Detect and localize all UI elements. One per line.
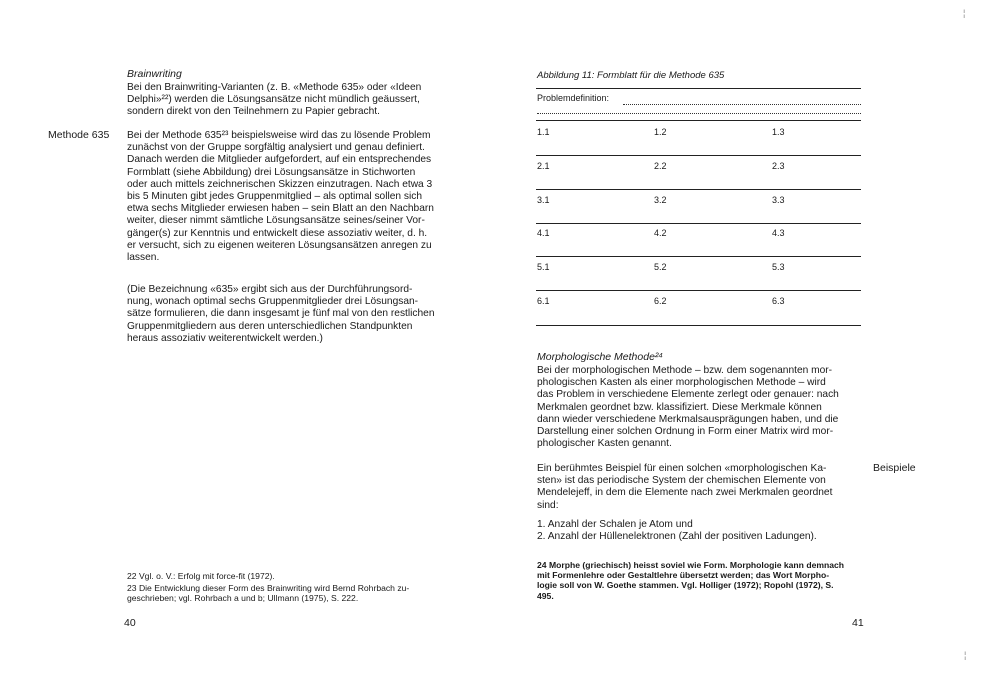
margin-label-methode-635: Methode 635 [48,129,110,141]
list-item: 1. Anzahl der Schalen je Atom und [537,519,693,530]
form-cell: 4.2 [654,228,667,238]
form-row-rule [536,256,861,257]
footnote-22: 22 Vgl. o. V.: Erfolg mit force-fit (1972). [127,571,275,581]
form-cell: 6.1 [537,296,550,306]
heading-morphologische-methode: Morphologische Methode²⁴ [537,351,663,363]
form-cell: 1.3 [772,127,785,137]
page-number-right: 41 [852,617,864,629]
form-cell: 4.1 [537,228,550,238]
form-header-rule [536,120,861,121]
form-cell: 2.2 [654,161,667,171]
form-row-rule [536,290,861,291]
form-cell: 1.1 [537,127,550,137]
form-cell: 5.1 [537,262,550,272]
scan-mark: ¦ [963,8,966,18]
form-top-rule [536,88,861,89]
page-number-left: 40 [124,617,136,629]
list-item: 2. Anzahl der Hüllenelektronen (Zahl der positiven Ladungen). [537,531,817,543]
problem-dotted-line [623,104,861,105]
form-cell: 5.2 [654,262,667,272]
form-cell: 3.3 [772,195,785,205]
footnote-23: 23 Die Entwicklung dieser Form des Brainwriting wird Bernd Rohrbach zu- geschrieben; vgl. Rohrbach a und b; Ullmann (1975), S. 222. [127,583,410,604]
margin-label-beispiele: Beispiele [873,462,916,474]
paragraph-intro: Bei den Brainwriting-Varianten (z. B. «Methode 635» oder «Ideen Delphi»²²) werden die Lösungsansätze nicht mündlich geäussert, sondern direkt von den Teilnehmern zu Papier gebracht. [127,82,422,118]
form-row-rule [536,223,861,224]
form-bottom-rule [536,325,861,326]
paragraph-morphology: Bei der morphologischen Methode – bzw. dem sogenannten mor- phologischen Kasten als einer morphologischen Methode – wird das Problem in verschiedene Elemente zerlegt oder genauer: nach Merkmalen geordnet bzw. klassifiziert. Diese Merkmale können dann wieder verschiedene Merkmalsausprägungen haben, und die Darstellung einer solchen Ordnung in Form einer Matrix wird mor- phologischer Kasten genannt. [537,365,839,450]
paragraph-example: Ein berühmtes Beispiel für einen solchen «morphologischen Ka- sten» ist das periodische System der chemischen Elemente von Mendelejeff, in dem die Elemente nach zwei Merkmalen geordnet sind: [537,463,833,511]
problem-dotted-line-2 [537,113,861,114]
form-cell: 4.3 [772,228,785,238]
form-cell: 6.3 [772,296,785,306]
problem-definition-label: Problemdefinition: [537,93,610,103]
form-row-rule [536,189,861,190]
paragraph-method-635: Bei der Methode 635²³ beispielsweise wird das zu lösende Problem zunächst von der Gruppe sorgfältig analysiert und genau definiert. Danach werden die Mitglieder aufgefordert, auf ein entsprechendes Formblatt (siehe Abbildung) drei Lösungsansätze in Stichworten oder auch mittels zeichnerischen Skizzen einzutragen. Nach etwa 3 bis 5 Minuten gibt jedes Gruppenmitglied – als optimal sollen sich etwa sechs Mitglieder erwiesen haben – sein Blatt an den Nachbarn weiter, dieser nimmt sämtliche Lösungsansätze seines/seiner Vor- gänger(s) zur Kenntnis und entwickelt diese assoziativ weiter, d. h. er versucht, sich zu eigenen weiteren Lösungsansätzen anregen zu lassen. [127,130,434,264]
footnote-24: 24 Morphe (griechisch) heisst soviel wie Form. Morphologie kann demnach mit Formenlehre oder Gestaltlehre übersetzt werden; das Wort Morpho- logie soll von W. Goethe stammen. Vgl. Holliger (1972); Ropohl (1972), S. 495. [537,560,845,601]
form-cell: 2.1 [537,161,550,171]
form-cell: 6.2 [654,296,667,306]
right-page [500,0,1000,678]
form-cell: 3.1 [537,195,550,205]
scan-mark: ¦ [964,650,967,660]
form-row-rule [536,155,861,156]
form-cell: 5.3 [772,262,785,272]
heading-brainwriting: Brainwriting [127,68,182,80]
figure-caption: Abbildung 11: Formblatt für die Methode 635 [537,70,725,81]
form-cell: 2.3 [772,161,785,171]
criteria-list [537,519,877,543]
form-cell: 3.2 [654,195,667,205]
paragraph-name-explanation: (Die Bezeichnung «635» ergibt sich aus der Durchführungsord- nung, wonach optimal sechs Gruppenmitglieder drei Lösungsan- sätze formulieren, die dann insgesamt je fünf mal von den restlichen Gruppenmitgliedern aus deren unterschiedlichen Standpunkten heraus assoziativ weiterentwickelt werden.) [127,284,435,344]
form-cell: 1.2 [654,127,667,137]
